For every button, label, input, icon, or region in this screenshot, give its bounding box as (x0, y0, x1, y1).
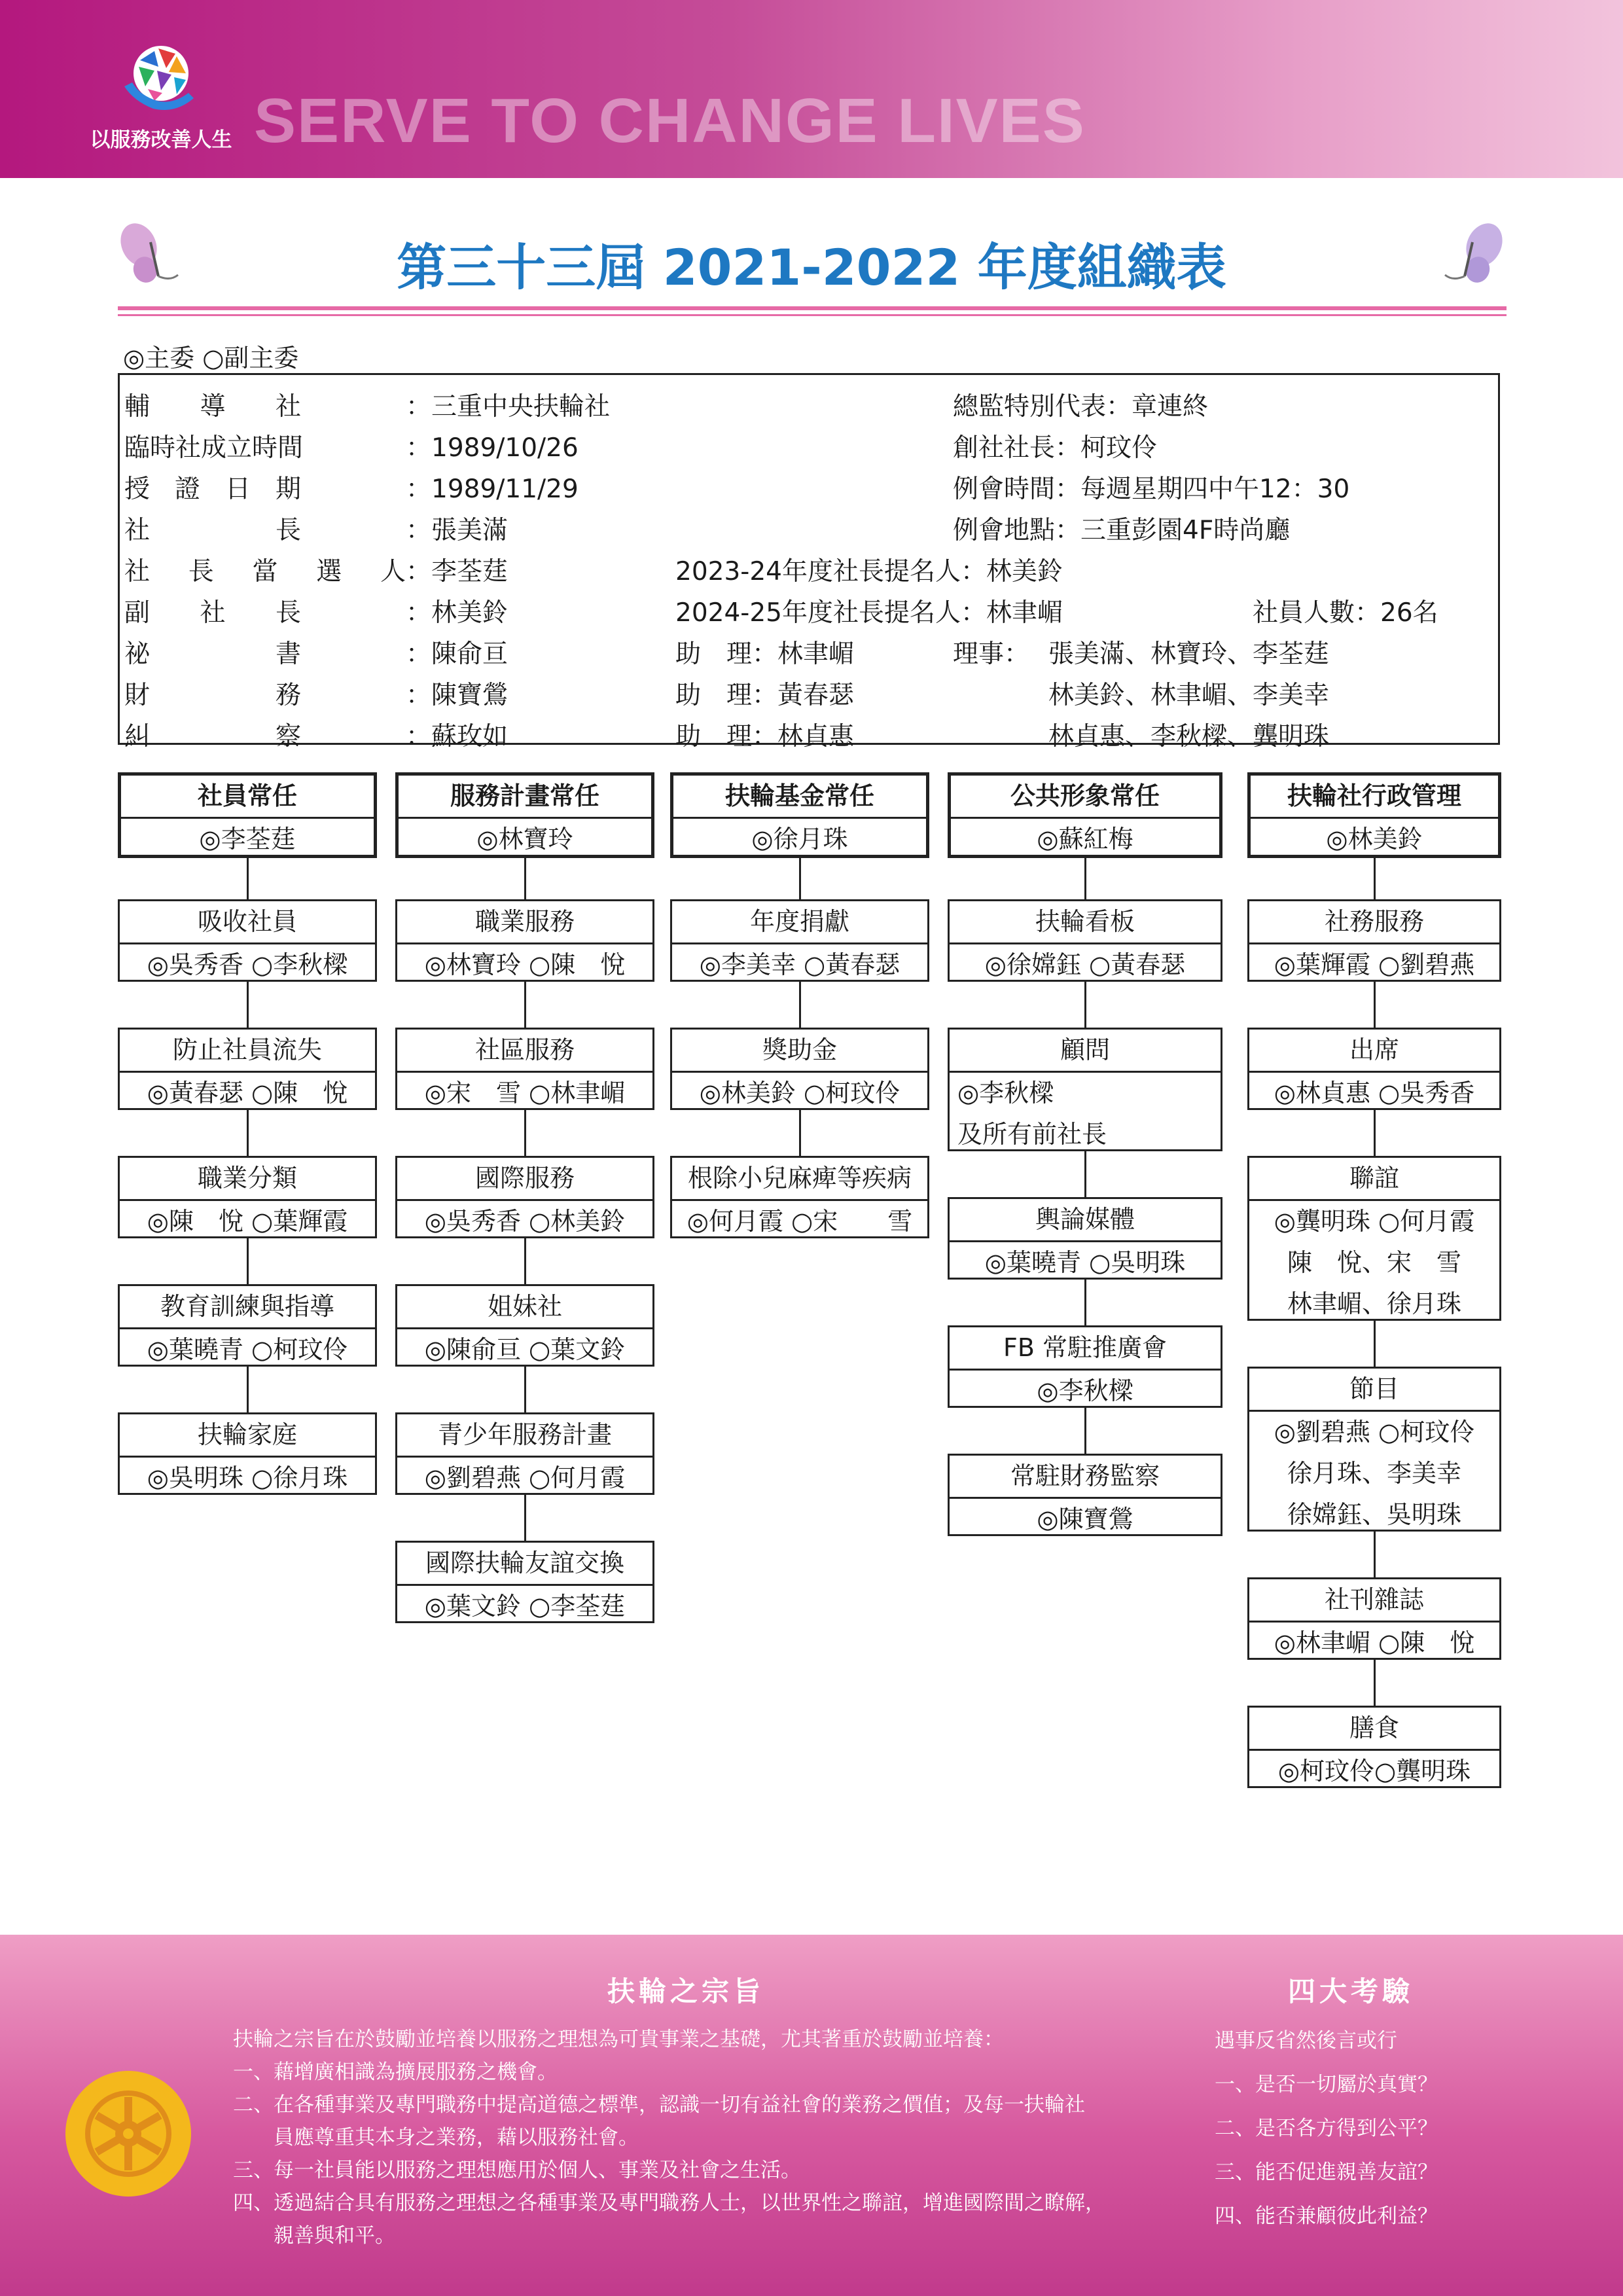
connector-line (1374, 1532, 1376, 1577)
committee-title: 公共形象常任 (1010, 781, 1160, 810)
sub-committee-box (948, 1454, 1222, 1536)
sub-committee-members: ◎何月霞 ○宋 雪 (672, 1199, 927, 1240)
purpose-line: 四、透過結合具有服務之理想之各種事業及專門職務人士，以世界性之聯誼，增進國際間之瞭解， (233, 2191, 1105, 2215)
member-line: 林聿嵋、徐月珠 (1287, 1289, 1461, 1318)
connector-line (1084, 1408, 1086, 1454)
info-right-line: 總監特別代表：章連終 (953, 392, 1209, 422)
connector-line (1374, 858, 1376, 899)
sub-committee-members: ◎林美鈴 ○柯玟伶 (672, 1071, 927, 1112)
sub-committee-members: ◎陳俞亘 ○葉文鈴 (397, 1327, 652, 1369)
sub-committee-title: 青少年服務計畫 (437, 1420, 612, 1449)
sub-committee-box (948, 1325, 1222, 1408)
sub-committee-members (1249, 1410, 1499, 1534)
member-line: ◎李秋樑 (957, 1079, 1054, 1107)
purpose-line: 二、在各種事業及專門職務中提高道德之標準，認識一切有益社會的業務之價值；及每一扶輪社 (233, 2093, 1085, 2117)
committee-chair: ◎徐月珠 (673, 817, 926, 858)
sub-committee-title: 常駐財務監察 (1010, 1462, 1160, 1490)
sub-committee-title: 根除小兒麻痺等疾病 (687, 1164, 912, 1193)
sub-committee-title: 顧問 (1060, 1035, 1110, 1064)
info-value: ：陳寶鶯 (406, 681, 508, 710)
sub-committee-box (395, 1028, 654, 1110)
sub-committee-box (670, 899, 929, 982)
info-label: 社長當選人 (124, 557, 406, 586)
info-value: ：張美滿 (406, 516, 508, 545)
sub-committee-box (1247, 1706, 1501, 1788)
info-right-line: 例會地點：三重彭園4F時尚廳 (953, 516, 1291, 545)
connector-line (247, 1367, 249, 1412)
info-value: ：李荃莛 (406, 557, 508, 586)
sub-committee-box (395, 1156, 654, 1238)
member-line: 及所有前社長 (957, 1120, 1107, 1149)
four-way-test-line: 遇事反省然後言或行 (1215, 2029, 1397, 2053)
connector-line (247, 982, 249, 1028)
sub-committee-title: 社務服務 (1324, 907, 1424, 936)
connector-line (1374, 982, 1376, 1028)
sub-committee-box (1247, 899, 1501, 982)
sub-committee-title: 出席 (1349, 1035, 1399, 1064)
sub-committee-members: ◎黃春瑟 ○陳 悅 (120, 1071, 375, 1112)
info-value: ：1989/10/26 (406, 433, 579, 463)
purpose-line: 三、每一社員能以服務之理想應用於個人、事業及社會之生活。 (233, 2159, 801, 2182)
sub-committee-title: 扶輪看板 (1035, 907, 1135, 936)
purpose-line: 扶輪之宗旨在於鼓勵並培養以服務之理想為可貴事業之基礎，尤其著重於鼓勵並培養： (233, 2028, 1004, 2051)
sub-committee-members: ◎宋 雪 ○林聿嵋 (397, 1071, 652, 1112)
sub-committee-title: 國際服務 (474, 1164, 575, 1193)
connector-line (1374, 1321, 1376, 1367)
info-right-line: 創社社長：柯玟伶 (953, 433, 1158, 463)
sub-committee-members: ◎葉曉青 ○柯玟伶 (120, 1327, 375, 1369)
sub-committee-box (395, 1412, 654, 1495)
committee-header-box (670, 772, 929, 858)
sub-committee-box (1247, 1577, 1501, 1660)
connector-line (1374, 1110, 1376, 1156)
directors-line: 張美滿、林寶玲、李荃莛 (1048, 639, 1330, 669)
connector-line (1084, 858, 1086, 899)
header-banner (0, 0, 1623, 178)
sub-committee-members: ◎吳明珠 ○徐月珠 (120, 1456, 375, 1497)
sub-committee-box (118, 1412, 377, 1495)
logo-caption: 以服務改善人生 (90, 128, 232, 152)
info-label: 社長 (124, 516, 301, 545)
sub-committee-members: ◎陳 悅 ○葉輝霞 (120, 1199, 375, 1240)
sub-committee-title: FB 常駐推廣會 (1003, 1333, 1167, 1362)
nominee-2024-25: 2024-25年度社長提名人：林聿嵋 (675, 598, 1063, 628)
title-underline-thick (118, 306, 1507, 310)
directors-line: 林貞惠、李秋樑、龔明珠 (1048, 722, 1330, 751)
connector-line (524, 1495, 526, 1541)
four-way-test-line: 二、是否各方得到公平？ (1215, 2117, 1438, 2140)
sub-committee-members: ◎葉輝霞 ○劉碧燕 (1249, 942, 1499, 984)
committee-title: 服務計畫常任 (450, 781, 599, 810)
connector-line (247, 1110, 249, 1156)
sub-committee-title: 聯誼 (1349, 1164, 1399, 1193)
sub-committee-members: ◎林貞惠 ○吳秀香 (1249, 1071, 1499, 1112)
sub-committee-title: 社刊雜誌 (1324, 1585, 1424, 1614)
sub-committee-title: 獎助金 (762, 1035, 837, 1064)
info-label: 授證日期 (124, 475, 301, 504)
connector-line (247, 858, 249, 899)
sub-committee-title: 職業服務 (474, 907, 575, 936)
info-value: ：蘇玫如 (406, 722, 508, 751)
rotary-wheel-emblem-icon (63, 2068, 194, 2199)
sub-committee-box (670, 1028, 929, 1110)
connector-line (1374, 1660, 1376, 1706)
committee-chair: ◎林寶玲 (399, 817, 651, 858)
committee-header-box (118, 772, 377, 858)
sub-committee-members: ◎葉曉青 ○吳明珠 (950, 1240, 1221, 1282)
purpose-line: 親善與和平。 (233, 2224, 395, 2248)
connector-line (247, 1238, 249, 1284)
purpose-line: 員應尊重其本身之業務，藉以服務社會。 (233, 2126, 639, 2149)
page-title: 第三十三屆 2021-2022 年度組織表 (397, 238, 1226, 296)
butterfly-right-icon (1432, 216, 1510, 295)
sub-committee-box (395, 1541, 654, 1623)
sub-committee-members: ◎林聿嵋 ○陳 悅 (1249, 1621, 1499, 1662)
sub-committee-title: 年度捐獻 (749, 907, 849, 936)
nominee-2023-24: 2023-24年度社長提名人：林美鈴 (675, 557, 1063, 586)
sub-committee-box (670, 1156, 929, 1238)
sub-committee-title: 膳食 (1349, 1713, 1399, 1742)
connector-line (1084, 1151, 1086, 1197)
sub-committee-box (1247, 1028, 1501, 1110)
sub-committee-members (1249, 1199, 1499, 1323)
sub-committee-title: 輿論媒體 (1035, 1205, 1135, 1234)
sub-committee-box (118, 1028, 377, 1110)
four-way-test-title: 四大考驗 (1288, 1975, 1414, 2007)
connector-line (799, 1110, 801, 1156)
sub-committee-box (948, 1197, 1222, 1280)
sub-committee-box (395, 899, 654, 982)
directors-label: 理事： (953, 639, 1030, 669)
sub-committee-title: 教育訓練與指導 (160, 1292, 334, 1321)
info-label: 糾察 (124, 722, 301, 751)
sub-committee-members: ◎林寶玲 ○陳 悅 (397, 942, 652, 984)
committee-chair: ◎林美鈴 (1251, 817, 1498, 858)
sub-committee-box (395, 1284, 654, 1367)
sub-committee-title: 社區服務 (474, 1035, 575, 1064)
sub-committee-members: ◎柯玟伶○龔明珠 (1249, 1749, 1499, 1790)
directors-line: 林美鈴、林聿嵋、李美幸 (1048, 681, 1330, 710)
globe-hand-logo-icon (120, 41, 199, 119)
sub-committee-box (1247, 1367, 1501, 1532)
info-label: 臨時社成立時間 (124, 433, 304, 463)
connector-line (524, 1367, 526, 1412)
sub-committee-box (118, 1156, 377, 1238)
assistant-line: 助 理：林聿嵋 (675, 639, 855, 669)
sub-committee-title: 職業分類 (197, 1164, 297, 1193)
slogan-text: SERVE TO CHANGE LIVES (254, 86, 1086, 156)
info-label: 財務 (124, 681, 301, 710)
sub-committee-members (950, 1071, 1221, 1153)
member-count: 社員人數：26名 (1253, 598, 1438, 628)
info-value: ：陳俞亘 (406, 639, 508, 669)
sub-committee-members: ◎李美幸 ○黃春瑟 (672, 942, 927, 984)
sub-committee-members: ◎葉文鈴 ○李荃莛 (397, 1584, 652, 1625)
connector-line (524, 1110, 526, 1156)
assistant-line: 助 理：林貞惠 (675, 722, 855, 751)
member-line: ◎劉碧燕 ○柯玟伶 (1274, 1418, 1475, 1446)
committee-header-box (395, 772, 654, 858)
assistant-line: 助 理：黃春瑟 (675, 681, 855, 710)
sub-committee-members: ◎劉碧燕 ○何月霞 (397, 1456, 652, 1497)
legend-chair-vice: ◎主委 ○副主委 (123, 344, 299, 372)
sub-committee-title: 扶輪家庭 (197, 1420, 297, 1449)
info-value: ：林美鈴 (406, 598, 508, 628)
sub-committee-box (118, 1284, 377, 1367)
sub-committee-title: 國際扶輪友誼交換 (425, 1549, 624, 1577)
info-value: ：1989/11/29 (406, 475, 579, 504)
title-underline-thin (118, 314, 1507, 316)
connector-line (799, 858, 801, 899)
purpose-line: 一、藉增廣相識為擴展服務之機會。 (233, 2060, 558, 2084)
connector-line (799, 982, 801, 1028)
connector-line (524, 982, 526, 1028)
info-right-line: 例會時間：每週星期四中午12：30 (953, 475, 1350, 504)
connector-line (1084, 1280, 1086, 1325)
member-line: 徐月珠、李美幸 (1287, 1459, 1461, 1488)
committee-header-box (1247, 772, 1501, 858)
sub-committee-title: 姐妹社 (487, 1292, 562, 1321)
sub-committee-box (948, 899, 1222, 982)
connector-line (524, 858, 526, 899)
committee-chair: ◎蘇紅梅 (951, 817, 1219, 858)
sub-committee-box (948, 1028, 1222, 1151)
sub-committee-members: ◎徐嫦鈺 ○黃春瑟 (950, 942, 1221, 984)
connector-line (524, 1238, 526, 1284)
member-line: ◎龔明珠 ○何月霞 (1274, 1207, 1475, 1236)
sub-committee-members: ◎吳秀香 ○李秋樑 (120, 942, 375, 984)
sub-committee-title: 防止社員流失 (172, 1035, 322, 1064)
info-value: ：三重中央扶輪社 (406, 392, 611, 422)
purpose-title: 扶輪之宗旨 (607, 1975, 765, 2007)
sub-committee-members: ◎陳寶鶯 (950, 1497, 1221, 1538)
sub-committee-members: ◎李秋樑 (950, 1369, 1221, 1410)
sub-committee-title: 吸收社員 (197, 907, 297, 936)
four-way-test-line: 一、是否一切屬於真實？ (1215, 2073, 1438, 2096)
info-label: 輔導社 (124, 392, 301, 422)
sub-committee-box (118, 899, 377, 982)
connector-line (1084, 982, 1086, 1028)
committee-chair: ◎李荃莛 (121, 817, 374, 858)
committee-title: 扶輪社行政管理 (1287, 781, 1461, 810)
committee-title: 扶輪基金常任 (724, 781, 874, 810)
sub-committee-members: ◎吳秀香 ○林美鈴 (397, 1199, 652, 1240)
four-way-test-line: 四、能否兼顧彼此利益？ (1215, 2204, 1438, 2228)
sub-committee-title: 節目 (1349, 1374, 1399, 1403)
committee-header-box (948, 772, 1222, 858)
info-label: 副社長 (124, 598, 301, 628)
member-line: 徐嫦鈺、吳明珠 (1287, 1500, 1461, 1529)
member-line: 陳 悅、宋 雪 (1287, 1248, 1461, 1277)
sub-committee-box (1247, 1156, 1501, 1321)
committee-title: 社員常任 (197, 781, 297, 810)
info-label: 祕書 (124, 639, 301, 669)
four-way-test-line: 三、能否促進親善友誼？ (1215, 2161, 1438, 2184)
